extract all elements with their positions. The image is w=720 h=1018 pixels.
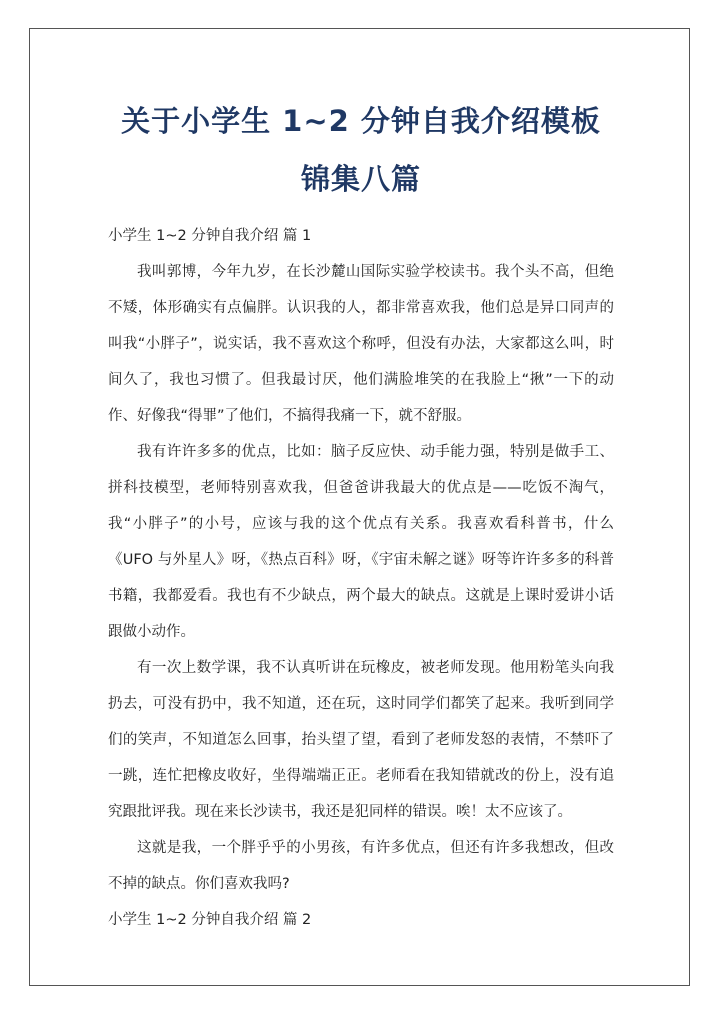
document-body <box>108 92 614 930</box>
paragraph-3: 有一次上数学课，我不认真听讲在玩橡皮，被老师发现。他用粉笔头向我扔去，可没有扔中，我不知道，还在玩，这时同学们都笑了起来。我听到同学们的笑声，不知道怎么回事，抬头望了望，看到了老师发怒的表情，不禁吓了一跳，连忙把橡皮收好，坐得端端正正。老师看在我知错就改的份上，没有追究跟批评我。现在来长沙读书，我还是犯同样的错误。唉！太不应该了。 <box>108 660 614 820</box>
paragraph-2: 我有许许多多的优点，比如：脑子反应快、动手能力强，特别是做手工、拼科技模型，老师特别喜欢我，但爸爸讲我最大的优点是——吃饭不淘气，我“小胖子”的小号，应该与我的这个优点有关系。我喜欢看科普书，什么《UFO 与外星人》呀，《热点百科》呀，《宇宙未解之谜》呀等许许多多的科普书籍，我都爱看。我也有不少缺点，两个最大的缺点。这就是上课时爱讲小话跟做小动作。 <box>108 444 614 640</box>
document-title: 关于小学生 1~2 分钟自我介绍模板锦集八篇 <box>121 104 601 196</box>
paragraph-1: 我叫郭博，今年九岁，在长沙麓山国际实验学校读书。我个头不高，但绝不矮，体形确实有点偏胖。认识我的人，都非常喜欢我，他们总是异口同声的叫我“小胖子”，说实话，我不喜欢这个称呼，但没有办法，大家都这么叫，时间久了，我也习惯了。但我最讨厌，他们满脸堆笑的在我脸上“揪”一下的动作、好像我“得罪”了他们，不搞得我痛一下，就不舒服。 <box>108 264 614 424</box>
paragraph-4: 这就是我，一个胖乎乎的小男孩，有许多优点，但还有许多我想改，但改不掉的缺点。你们喜欢我吗? <box>108 840 614 892</box>
section-heading-1: 小学生 1~2 分钟自我介绍 篇 1 <box>108 228 312 244</box>
section-heading-2: 小学生 1~2 分钟自我介绍 篇 2 <box>108 912 312 928</box>
